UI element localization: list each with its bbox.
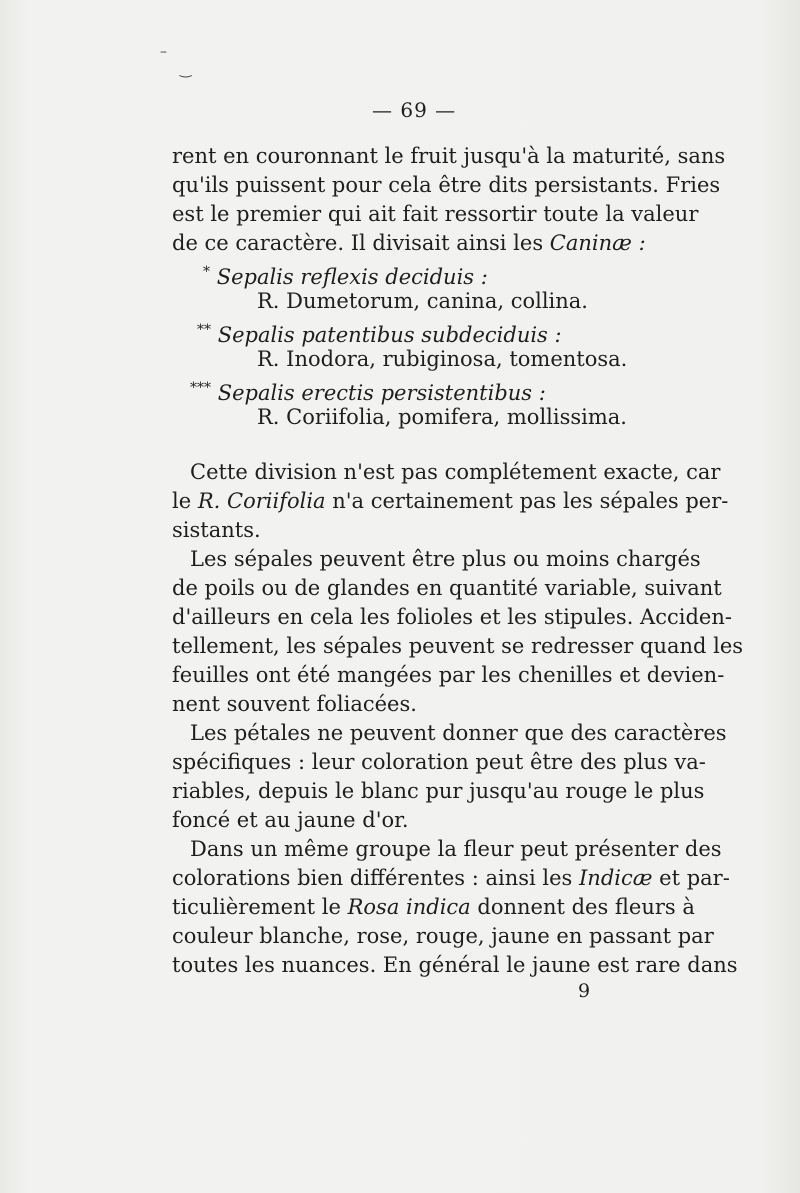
text-line: ticulièrement le Rosa indica donnent des fleurs à	[172, 895, 695, 919]
margin-mark: –	[160, 44, 167, 60]
species-list: R. Inodora, rubiginosa, tomentosa.	[257, 347, 628, 371]
text-line: spécifiques : leur coloration peut être des plus va-	[172, 750, 706, 774]
text-line: couleur blanche, rose, rouge, jaune en passant par	[172, 924, 714, 948]
species-list: R. Coriifolia, pomifera, mollissima.	[257, 405, 627, 429]
species-list: R. Dumetorum, canina, collina.	[257, 289, 588, 313]
text-line: nent souvent foliacées.	[172, 692, 417, 716]
text-line: le R. Coriifolia n'a certainement pas les sépales per-	[172, 489, 729, 513]
classification-heading: *** Sepalis erectis persistentibus :	[190, 380, 546, 405]
text-line: sistants.	[172, 518, 261, 542]
text-line: de ce caractère. Il divisait ainsi les Caninæ :	[172, 231, 646, 255]
text-line: Cette division n'est pas complétement exacte, car	[190, 460, 721, 484]
text-line: colorations bien différentes : ainsi les Indicæ et par-	[172, 866, 730, 890]
text-line: Les sépales peuvent être plus ou moins chargés	[190, 547, 701, 571]
margin-mark: ‿	[180, 62, 192, 78]
classification-heading: * Sepalis reflexis deciduis :	[203, 264, 488, 289]
text-line: feuilles ont été mangées par les chenilles et devien-	[172, 663, 725, 687]
text-line: riables, depuis le blanc pur jusqu'au rouge le plus	[172, 779, 705, 803]
text-line: foncé et au jaune d'or.	[172, 808, 409, 832]
signature-mark: 9	[578, 980, 591, 1002]
text-line: tellement, les sépales peuvent se redresser quand les	[172, 634, 744, 658]
text-line: rent en couronnant le fruit jusqu'à la maturité, sans	[172, 144, 726, 168]
text-line: Les pétales ne peuvent donner que des caractères	[190, 721, 727, 745]
text-line: Dans un même groupe la fleur peut présenter des	[190, 837, 722, 861]
page-number: — 69 —	[372, 98, 457, 122]
text-line: d'ailleurs en cela les folioles et les stipules. Acciden-	[172, 605, 732, 629]
text-line: de poils ou de glandes en quantité variable, suivant	[172, 576, 722, 600]
text-line: est le premier qui ait fait ressortir toute la valeur	[172, 202, 699, 226]
text-line: qu'ils puissent pour cela être dits persistants. Fries	[172, 173, 721, 197]
classification-heading: ** Sepalis patentibus subdeciduis :	[197, 322, 562, 347]
text-line: toutes les nuances. En général le jaune est rare dans	[172, 953, 738, 977]
